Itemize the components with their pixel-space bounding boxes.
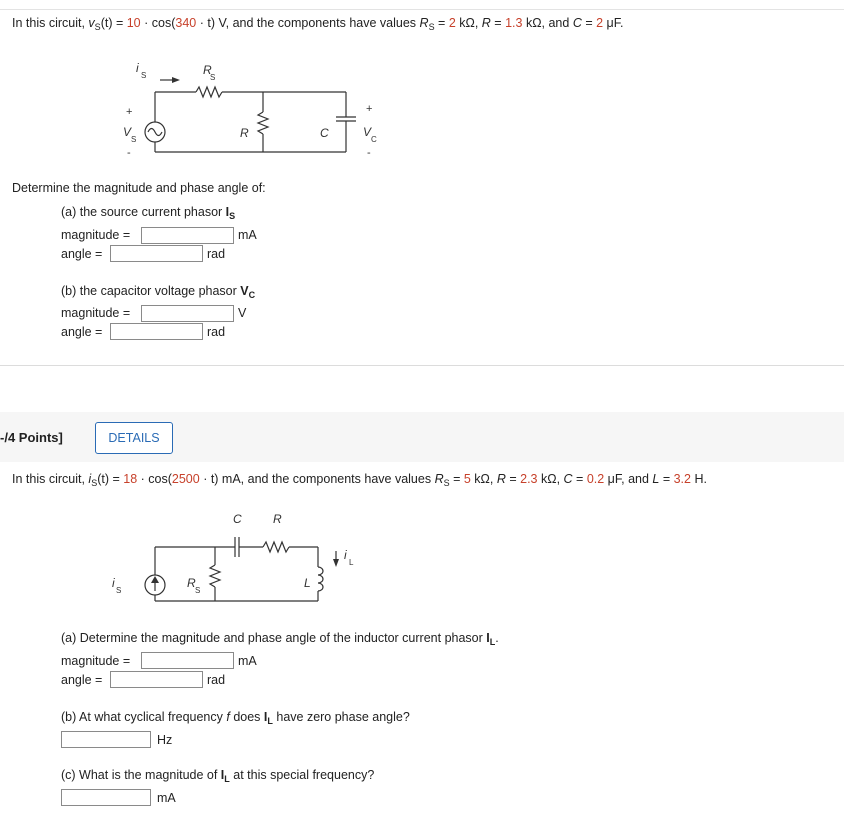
p2-part-a-text: (a) Determine the magnitude and phase angle of the inductor current phasor $I_L$. xyxy=(61,631,499,647)
svg-text:-: - xyxy=(127,147,131,159)
p2c-magnitude-unit: mA xyxy=(157,791,176,805)
points-label: -/4 Points] xyxy=(0,430,63,445)
svg-text:-: - xyxy=(367,147,371,159)
l-label: L xyxy=(304,576,311,590)
c-label: C xyxy=(233,512,242,526)
p2a-magnitude-input[interactable] xyxy=(141,652,234,669)
p2b-frequency-unit: Hz xyxy=(157,733,173,747)
p2a-magnitude-label: magnitude = xyxy=(61,654,131,668)
is-label: i xyxy=(112,576,115,590)
problem1-statement: In this circuit, $v_S(t) = 10 \cdot \cos(340 \cdot t)$ V, and the components have values $R_S = 2$ kΩ, R = 1.3 kΩ, and C = 2 μF. xyxy=(12,16,624,32)
r-label: R xyxy=(273,512,282,526)
current-arrow-icon xyxy=(172,77,180,83)
svg-text:L: L xyxy=(349,558,354,567)
p2c-magnitude-input[interactable] xyxy=(61,789,151,806)
p1a-magnitude-unit: mA xyxy=(238,228,257,242)
details-button[interactable]: DETAILS xyxy=(95,422,173,454)
p2a-angle-label: angle = xyxy=(61,673,103,687)
r-label: R xyxy=(240,126,249,140)
p1a-magnitude-input[interactable] xyxy=(141,227,234,244)
section-divider xyxy=(0,365,844,366)
p2a-angle-unit: rad xyxy=(207,673,226,687)
svg-text:+: + xyxy=(126,106,133,118)
p1b-angle-input[interactable] xyxy=(110,323,203,340)
p1-part-b-text: (b) the capacitor voltage phasor $V_C$ xyxy=(61,284,256,300)
vc-label: V xyxy=(363,125,372,139)
top-divider xyxy=(0,9,844,10)
rs-label: R xyxy=(203,63,212,77)
svg-text:+: + xyxy=(366,103,373,115)
svg-text:S: S xyxy=(210,73,216,82)
p1a-angle-label: angle = xyxy=(61,247,103,261)
source-arrow-icon xyxy=(151,576,159,583)
svg-text:C: C xyxy=(371,135,377,144)
p2b-frequency-input[interactable] xyxy=(61,731,151,748)
p1b-magnitude-input[interactable] xyxy=(141,305,234,322)
p1b-angle-label: angle = xyxy=(61,325,103,339)
is-label: i xyxy=(136,61,139,75)
problem2-statement: In this circuit, $i_S(t) = 18 \cdot \cos(2500 \cdot t)$ mA, and the components have values $R_S = 5$ kΩ, R = 2.3 kΩ, C = 0.2 μF, and L = 3.2 H. xyxy=(12,472,707,488)
p2-part-b-text: (b) At what cyclical frequency f does $I_L$ have zero phase angle? xyxy=(61,710,410,726)
p2-part-c-text: (c) What is the magnitude of $I_L$ at this special frequency? xyxy=(61,768,375,784)
svg-text:S: S xyxy=(131,135,137,144)
svg-text:S: S xyxy=(195,586,201,595)
circuit1-diagram xyxy=(100,52,390,174)
p1a-angle-unit: rad xyxy=(207,247,226,261)
rs-label: R xyxy=(187,576,196,590)
p1a-angle-input[interactable] xyxy=(110,245,203,262)
circuit2-diagram xyxy=(100,505,360,610)
p1b-angle-unit: rad xyxy=(207,325,226,339)
p2a-angle-input[interactable] xyxy=(110,671,203,688)
p2a-magnitude-unit: mA xyxy=(238,654,257,668)
il-label: i xyxy=(344,548,347,562)
c-label: C xyxy=(320,126,329,140)
svg-text:S: S xyxy=(116,586,122,595)
p1a-magnitude-label: magnitude = xyxy=(61,228,131,242)
vs-label: V xyxy=(123,125,132,139)
p1-part-a-text: (a) the source current phasor $I_S$ xyxy=(61,205,236,221)
svg-text:S: S xyxy=(141,71,147,80)
p1b-magnitude-label: magnitude = xyxy=(61,306,131,320)
determine-text: Determine the magnitude and phase angle of: xyxy=(12,181,266,195)
p1b-magnitude-unit: V xyxy=(238,306,247,320)
